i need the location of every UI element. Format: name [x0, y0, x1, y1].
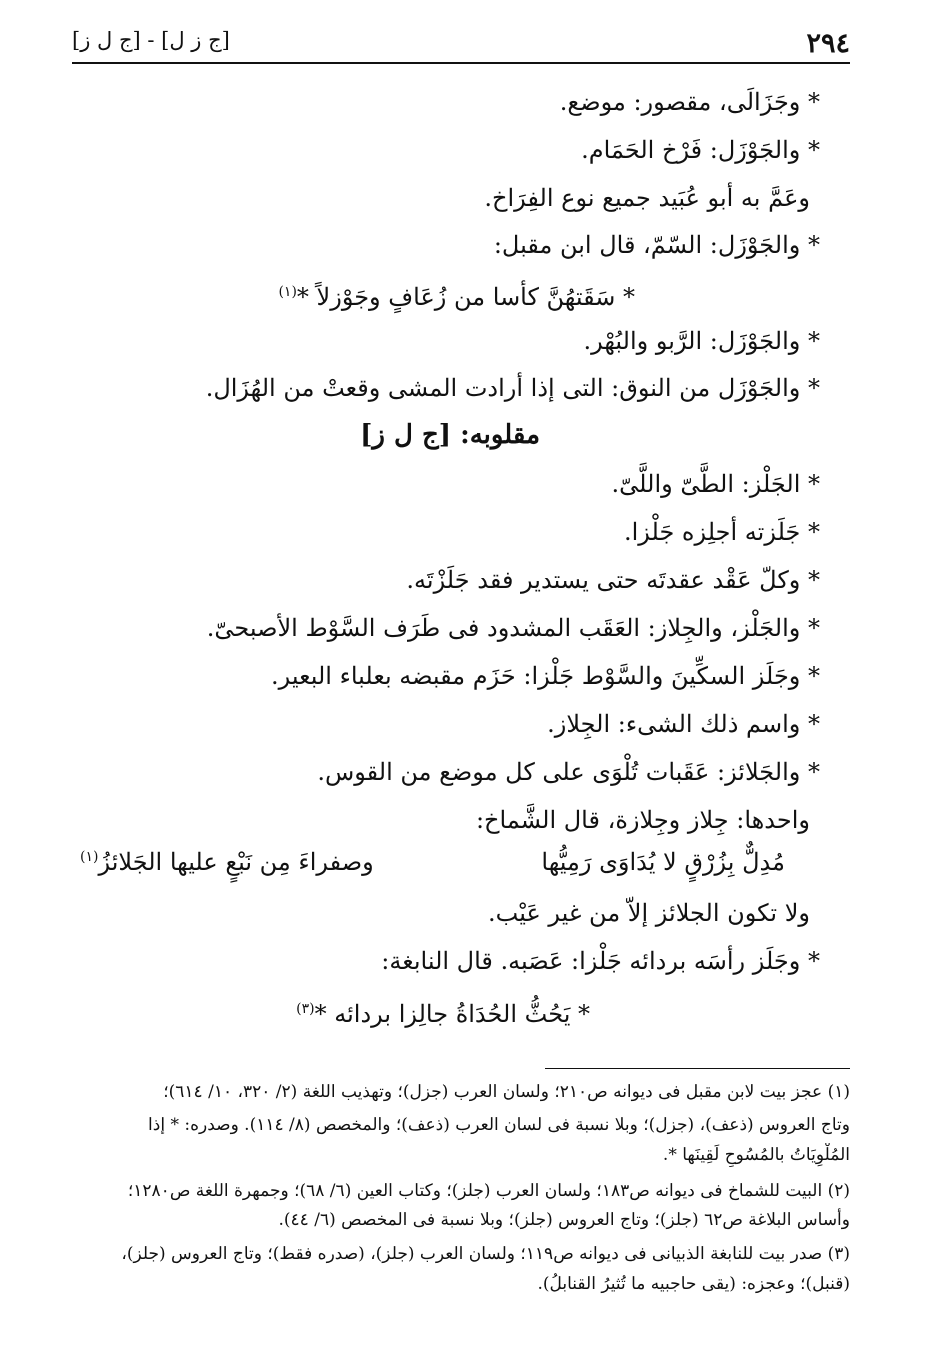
- footnote-line: (١) عجز بيت لابن مقبل فى ديوانه ص٢١٠؛ ولسان العرب (جزل)؛ وتهذيب اللغة (٢/ ٣٢٠، ١٠/ ٦١٤)؛: [163, 1082, 850, 1102]
- text-line: * والجَلْز، والجِلاز: العَقَب المشدود فى طَرَف السَّوْط الأصبحىّ.: [206, 614, 820, 642]
- text-line: * والجَوْزَل: السّمّ، قال ابن مقبل:: [493, 231, 820, 259]
- text-line: * وكلّ عَقْد عقدتَه حتى يستدير فقد جَلَزْتَه.: [406, 566, 820, 594]
- text-line: * وجَلَز السكِّينَ والسَّوْط جَلْزا: حَزَم مقبضه بعلباء البعير.: [271, 662, 820, 690]
- text-line: * والجَوْزَل: فَرْخ الحَمَام.: [581, 136, 820, 164]
- page-header: [72, 22, 850, 64]
- text-line: * والجَلائز: عَقَبات تُلْوَى على كل موضع من القوس.: [317, 758, 820, 786]
- text-line: * الجَلْز: الطَّىّ واللَّىّ.: [611, 470, 820, 498]
- footnote-line: وأساس البلاغة ص٦٢ (جلز)؛ وتاج العروس (جلز)؛ وبلا نسبة فى المخصص (٦/ ٤٤).: [278, 1210, 850, 1230]
- footnote-line: (٣) صدر بيت للنابغة الذبيانى فى ديوانه ص١١٩؛ ولسان العرب (جلز)، (صدره فقط)؛ وتاج العروس (جلز)،: [121, 1244, 850, 1264]
- footnote-line: المُلْوِيَاتُ بالمُسُوحِ لَقِينَها *.: [662, 1145, 850, 1165]
- text-line: * والجَوْزَل من النوق: التى إذا أرادت المشى وقعتْ من الهُزَال.: [205, 374, 820, 402]
- footnote-line: وتاج العروس (ذعف)، (جزل)؛ وبلا نسبة فى لسان العرب (ذعف)؛ والمخصص (٨/ ١١٤). وصدره: * إذا: [148, 1115, 850, 1135]
- text-line: واحدها: جِلاز وجِلازة، قال الشَّماخ:: [475, 806, 810, 834]
- text-line: * وجَلَز رأسَه بردائه جَلْزا: عَصَبه. قال النابغة:: [381, 947, 820, 975]
- text-line: * وجَزَالَى، مقصور: موضع.: [559, 88, 820, 116]
- footnote-line: (قنبل)؛ وعجزه: (يقى حاجبيه ما تُثيرُ القنابلُ).: [537, 1274, 850, 1294]
- footnote-mark: (١): [278, 284, 297, 300]
- text-line: * واسم ذلك الشىء: الجِلاز.: [547, 710, 820, 738]
- footnote-separator: [545, 1068, 850, 1069]
- section-title: مقلوبه: [ج ل ز]: [360, 420, 540, 450]
- verse-text: * يَحُثُّ الحُدَاةُ جالِزا بردائه *: [314, 1000, 590, 1028]
- verse-text: وصفراءَ مِن نَبْعٍ عليها الجَلائزُ: [98, 848, 374, 876]
- footnote-mark: (٣): [296, 1001, 315, 1017]
- quoted-verse: [278, 276, 635, 313]
- footnote-mark: (١): [80, 849, 99, 865]
- running-head: [ج ز ل] - [ج ل ز]: [72, 28, 230, 52]
- text-line: * جَلَزته أجلِزه جَلْزا.: [623, 518, 820, 546]
- page-number: ٢٩٤: [806, 28, 850, 59]
- text-line: وعَمَّ به أبو عُبَيد جميع نوع الفِرَاخ.: [484, 184, 810, 212]
- footnote-line: (٢) البيت للشماخ فى ديوانه ص١٨٣؛ ولسان العرب (جلز)؛ وكتاب العين (٦/ ٦٨)؛ وجمهرة اللغة ص١٢٨٠؛: [127, 1181, 850, 1201]
- verse-second-hemistich: [80, 848, 374, 876]
- quoted-verse: [296, 993, 590, 1030]
- text-line: * والجَوْزَل: الرَّبو والبُهْر.: [583, 327, 820, 355]
- verse-text: * سَقَتهُنَّ كأسا من زُعَافٍ وجَوْزلاً *: [296, 283, 635, 311]
- verse-first-hemistich: مُدِلٌّ بِزُرْقٍ لا يُدَاوَى رَمِيُّها: [541, 848, 785, 876]
- text-line: ولا تكون الجلائز إلاّ من غير عَيْب.: [488, 899, 810, 927]
